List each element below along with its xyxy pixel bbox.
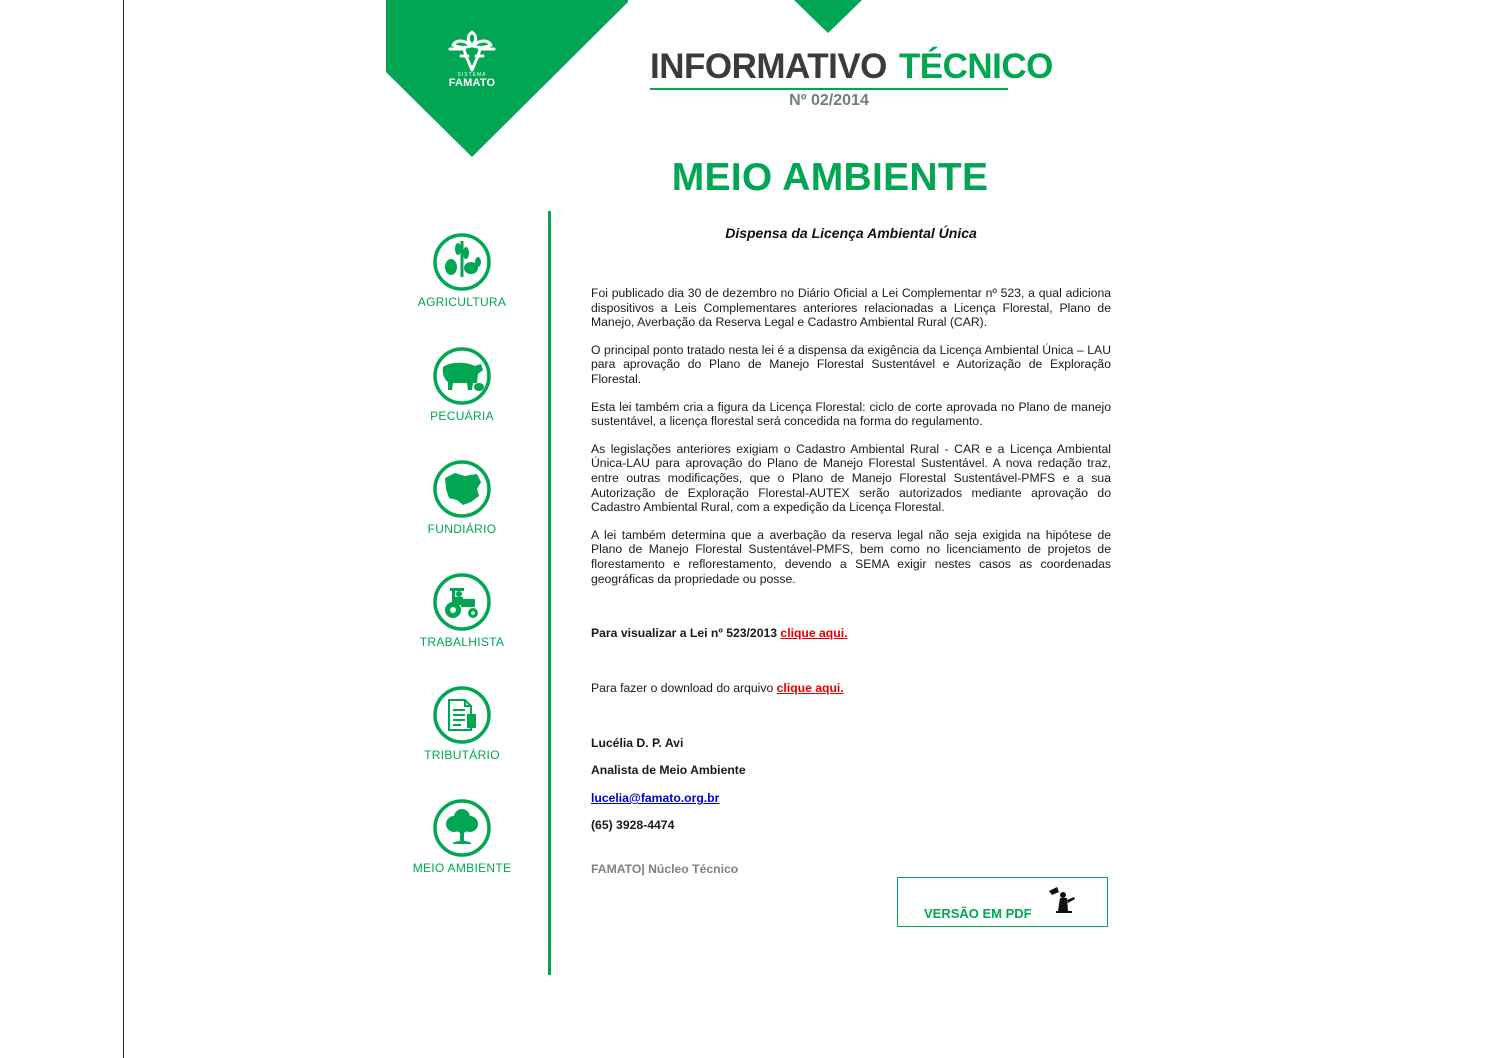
sidebar-item-trabalhista[interactable] xyxy=(402,571,522,649)
download-pdf-icon xyxy=(1046,885,1080,915)
masthead-title xyxy=(650,47,1053,86)
article-paragraph: Foi publicado dia 30 de dezembro no Diário Oficial a Lei Complementar nº 523, a qual adiciona dispositivos a Leis Complementares anteriores relacionadas a Licença Florestal, Plano de Manejo, Averbação da Reserva Legal e Cadastro Ambiental Rural (CAR). xyxy=(591,286,1111,330)
download-line xyxy=(591,681,844,695)
organization-footer xyxy=(591,862,738,876)
agriculture-icon xyxy=(431,231,493,293)
view-law-link[interactable]: clique aqui. xyxy=(780,626,848,640)
sidebar-item-label: PECUÁRIA xyxy=(430,409,494,423)
sidebar-item-agricultura[interactable] xyxy=(402,231,522,309)
article-subtitle: Dispensa da Licença Ambiental Única xyxy=(725,225,977,241)
livestock-icon xyxy=(431,345,493,407)
author-email-link[interactable]: lucelia@famato.org.br xyxy=(591,791,720,805)
author-name: Lucélia D. P. Avi xyxy=(591,736,684,750)
document-icon xyxy=(431,684,493,746)
page-left-border xyxy=(123,0,124,1058)
logo-small-text: SISTEMA xyxy=(457,72,487,78)
masthead-title-word1: INFORMATIVO xyxy=(650,47,887,86)
download-link[interactable]: clique aqui. xyxy=(776,681,844,695)
issue-number: Nº 02/2014 xyxy=(789,92,869,109)
article-paragraph: As legislações anteriores exigiam o Cadastro Ambiental Rural - CAR e a Licença Ambiental Única-LAU para aprovação do Plano de Manejo Florestal Sustentável. A nova redação traz, entre outras modificações, que o Plano de Manejo Florestal Sustentável-PMFS e a sua Autorização de Exploração Florestal-AUTEX serão autorizados mediante aprovação do Cadastro Ambiental Rural, com a expedição da Licença Florestal. xyxy=(591,441,1111,515)
content-divider xyxy=(548,211,551,975)
article-body xyxy=(591,286,1111,599)
sidebar-item-label: TRIBUTÁRIO xyxy=(424,748,500,762)
section-title: MEIO AMBIENTE xyxy=(671,156,989,199)
sidebar-item-tributario[interactable] xyxy=(402,684,522,762)
tractor-icon xyxy=(431,571,493,633)
header-notch xyxy=(794,0,862,34)
pdf-version-label: VERSÃO EM PDF xyxy=(924,906,1032,921)
header-green-banner xyxy=(386,0,628,158)
land-map-icon xyxy=(431,458,493,520)
sidebar-item-label: MEIO AMBIENTE xyxy=(412,861,512,875)
sidebar-item-label: AGRICULTURA xyxy=(417,295,507,309)
sidebar-item-fundiario[interactable] xyxy=(402,458,522,536)
masthead xyxy=(650,47,1053,90)
famato-logo xyxy=(440,26,504,89)
organization-name: FAMATO xyxy=(591,862,642,876)
sidebar-item-pecuaria[interactable] xyxy=(402,345,522,423)
logo-name: FAMATO xyxy=(448,77,496,89)
view-law-line xyxy=(591,626,847,640)
article-paragraph: Esta lei também cria a figura da Licença Florestal: ciclo de corte aprovada no Plano de manejo sustentável, a licença florestal será concedida na forma do regulamento. xyxy=(591,399,1111,429)
masthead-rule xyxy=(650,88,1008,90)
pdf-version-button[interactable] xyxy=(897,877,1108,927)
download-text: Para fazer o download do arquivo xyxy=(591,681,774,695)
famato-logo-icon xyxy=(446,26,498,72)
sidebar-item-meio-ambiente[interactable] xyxy=(402,797,522,875)
masthead-title-word2: TÉCNICO xyxy=(898,47,1053,86)
sidebar-item-label: FUNDIÁRIO xyxy=(427,522,497,536)
tree-icon xyxy=(431,797,493,859)
organization-unit: | Núcleo Técnico xyxy=(641,862,739,876)
view-law-text: Para visualizar a Lei nº 523/2013 xyxy=(591,626,778,640)
article-paragraph: A lei também determina que a averbação da reserva legal não seja exigida na hipótese de Plano de Manejo Florestal Sustentável-PMFS, bem como no licenciamento de projetos de florestamento e reflorestamento, devendo a SEMA exigir nestes casos as coordenadas geográficas da propriedade ou posse. xyxy=(591,527,1111,586)
author-role: Analista de Meio Ambiente xyxy=(591,763,746,777)
article-paragraph: O principal ponto tratado nesta lei é a dispensa da exigência da Licença Ambiental Única – LAU para aprovação do Plano de Manejo Florestal Sustentável e Autorização de Exploração Florestal. xyxy=(591,342,1111,386)
author-email-line xyxy=(591,791,719,805)
author-phone: (65) 3928-4474 xyxy=(591,818,675,832)
sidebar-item-label: TRABALHISTA xyxy=(419,635,505,649)
